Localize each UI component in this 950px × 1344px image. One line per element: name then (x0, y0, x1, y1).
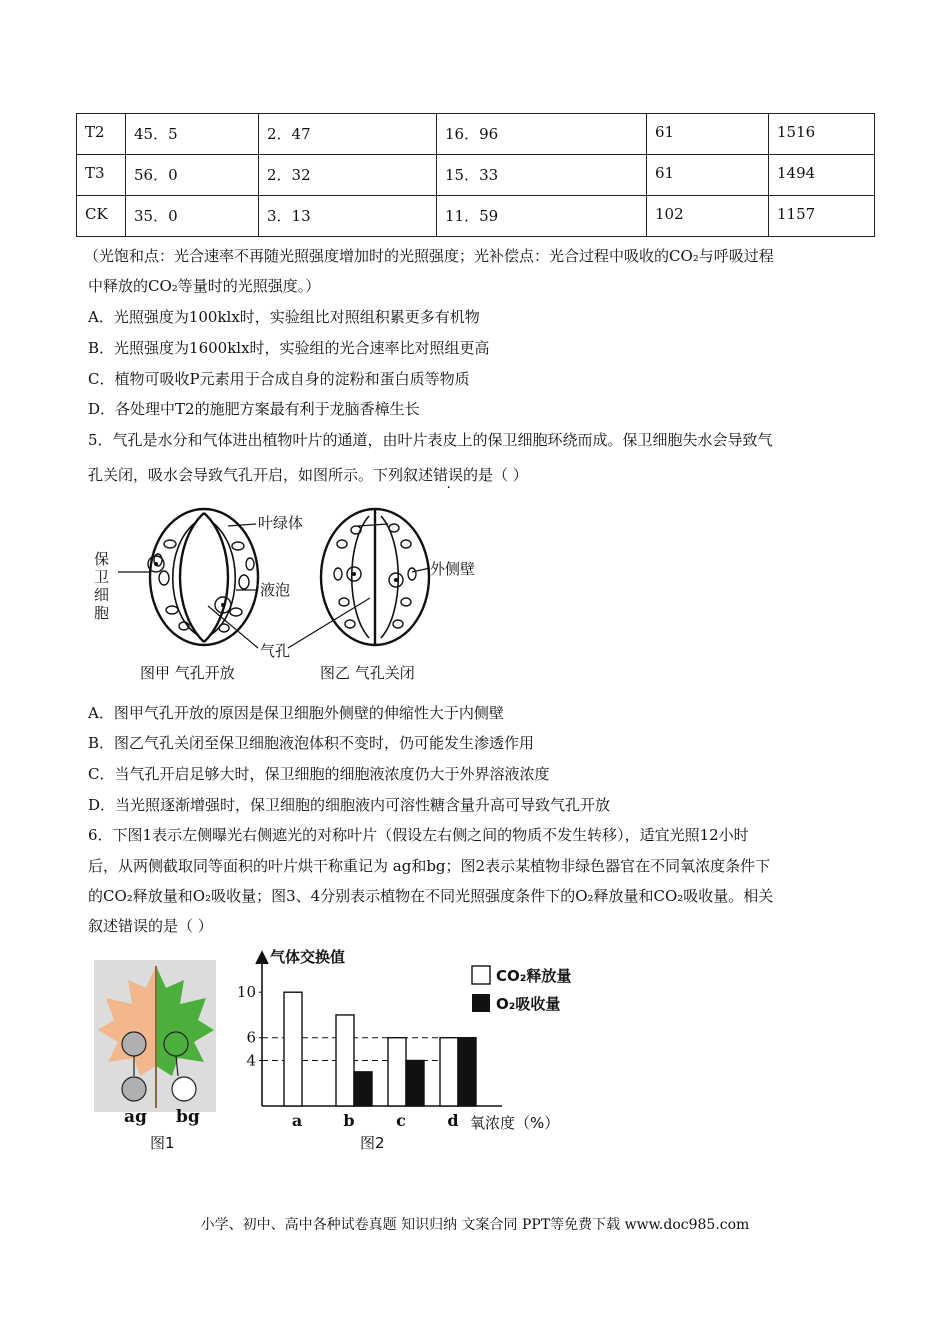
y-tick-label: 4 (246, 1051, 256, 1070)
label-guard-cell-4: 胞 (94, 604, 110, 622)
bar-o2-d (458, 1038, 476, 1106)
x-axis-label: 氧浓度（%） (470, 1114, 560, 1132)
legend-swatch-o2 (472, 994, 490, 1012)
q5-stem-1: 5．气孔是水分和气体进出植物叶片的通道，由叶片表皮上的保卫细胞环绕而成。保卫细胞失水会导致气 (88, 431, 773, 449)
label-vacuole: 液泡 (260, 581, 291, 599)
y-axis-label: 气体交换值 (270, 948, 346, 966)
x-tick-label: a (291, 1111, 303, 1130)
table-row (77, 196, 875, 237)
table-cell: 2．47 (259, 114, 437, 155)
table-cell: 35．0 (126, 196, 259, 237)
q5-option-c: C．当气孔开启足够大时，保卫细胞的细胞液浓度仍大于外界溶液浓度 (88, 765, 550, 783)
table-cell: 1516 (769, 114, 875, 155)
caption-fig-b: 图乙 气孔关闭 (320, 664, 415, 682)
bar-co2-b (336, 1015, 354, 1106)
q5-option-d: D．当光照逐渐增强时，保卫细胞的细胞液内可溶性糖含量升高可导致气孔开放 (88, 796, 611, 814)
table-cell: 2．32 (259, 155, 437, 196)
table-cell: 1494 (769, 155, 875, 196)
label-ag: ag (124, 1107, 147, 1127)
page-footer: 小学、初中、高中各种试卷真题 知识归纳 文案合同 PPT等免费下载 www.doc985.com (200, 1217, 750, 1233)
bar-co2-a (284, 992, 302, 1106)
table-cell: 1157 (769, 196, 875, 237)
bar-co2-c (388, 1038, 406, 1106)
caption-fig1: 图1 (150, 1134, 175, 1152)
x-tick-label: d (447, 1111, 459, 1130)
x-tick-label: b (343, 1111, 355, 1130)
table-cell: T3 (77, 155, 126, 196)
q4-option-d: D．各处理中T2的施肥方案最有利于龙脑香樟生长 (88, 400, 420, 418)
caption-fig2: 图2 (360, 1134, 385, 1152)
q5-option-b: B．图乙气孔关闭至保卫细胞液泡体积不变时，仍可能发生渗透作用 (88, 734, 535, 752)
table-cell: 56．0 (126, 155, 259, 196)
label-chloroplast: 叶绿体 (258, 514, 304, 532)
q5-option-a: A．图甲气孔开放的原因是保卫细胞外侧壁的伸缩性大于内侧壁 (88, 704, 504, 722)
table-cell: 102 (647, 196, 769, 237)
table-cell: 16．96 (437, 114, 647, 155)
q5-stem-2: 孔关闭，吸水会导致气孔开启，如图所示。下列叙述错误的是（ ） (88, 466, 528, 484)
stomata-figure (88, 502, 488, 687)
table-cell: 61 (647, 155, 769, 196)
table-cell: 3．13 (259, 196, 437, 237)
table-cell: CK (77, 196, 126, 237)
label-outer-wall: 外侧壁 (430, 560, 476, 578)
table-cell: 61 (647, 114, 769, 155)
q6-stem-1: 6．下图1表示左侧曝光右侧遮光的对称叶片（假设左右侧之间的物质不发生转移），适宜光照12小时 (88, 826, 749, 844)
legend-label-o2: O₂吸收量 (496, 995, 561, 1013)
label-guard-cell-1: 保 (94, 550, 110, 568)
note-line-2: 中释放的CO₂等量时的光照强度。） (88, 277, 321, 295)
legend-swatch-co2 (472, 966, 490, 984)
leaf-figure (92, 958, 220, 1156)
table-cell: 11．59 (437, 196, 647, 237)
label-guard-cell-3: 细 (94, 586, 110, 604)
q4-option-c: C．植物可吸收P元素用于合成自身的淀粉和蛋白质等物质 (88, 370, 470, 388)
emphasis-text: 错误 (433, 466, 464, 484)
q6-stem-2: 后，从两侧截取同等面积的叶片烘干称重记为 ag和bg；图2表示某植物非绿色器官在不同氧浓度条件下 (88, 857, 771, 875)
label-pore: 气孔 (260, 642, 291, 660)
caption-fig-a: 图甲 气孔开放 (140, 664, 235, 682)
y-tick-label: 10 (236, 983, 256, 1002)
data-table (76, 113, 875, 237)
x-tick-label: c (396, 1111, 406, 1130)
q6-stem-4: 叙述错误的是（ ） (88, 917, 213, 935)
legend-label-co2: CO₂释放量 (496, 967, 572, 985)
table-row (77, 155, 875, 196)
table-cell: 15．33 (437, 155, 647, 196)
bar-co2-d (440, 1038, 458, 1106)
q4-option-a: A．光照强度为100klx时，实验组比对照组积累更多有机物 (88, 308, 480, 326)
label-bg: bg (176, 1107, 200, 1127)
table-row (77, 114, 875, 155)
q6-stem-3: 的CO₂释放量和O₂吸收量；图3、4分别表示植物在不同光照强度条件下的O₂释放量和CO₂吸收量。相关 (88, 887, 774, 905)
label-guard-cell-2: 卫 (94, 568, 110, 586)
y-tick-label: 6 (246, 1028, 256, 1047)
bar-chart (232, 944, 572, 1156)
bar-o2-c (406, 1060, 424, 1106)
note-line-1: （光饱和点：光合速率不再随光照强度增加时的光照强度；光补偿点：光合过程中吸收的CO₂与呼吸过程 (84, 247, 774, 265)
q4-option-b: B．光照强度为1600klx时，实验组的光合速率比对照组更高 (88, 339, 490, 357)
table-cell: T2 (77, 114, 126, 155)
bar-o2-b (354, 1072, 372, 1106)
table-cell: 45．5 (126, 114, 259, 155)
